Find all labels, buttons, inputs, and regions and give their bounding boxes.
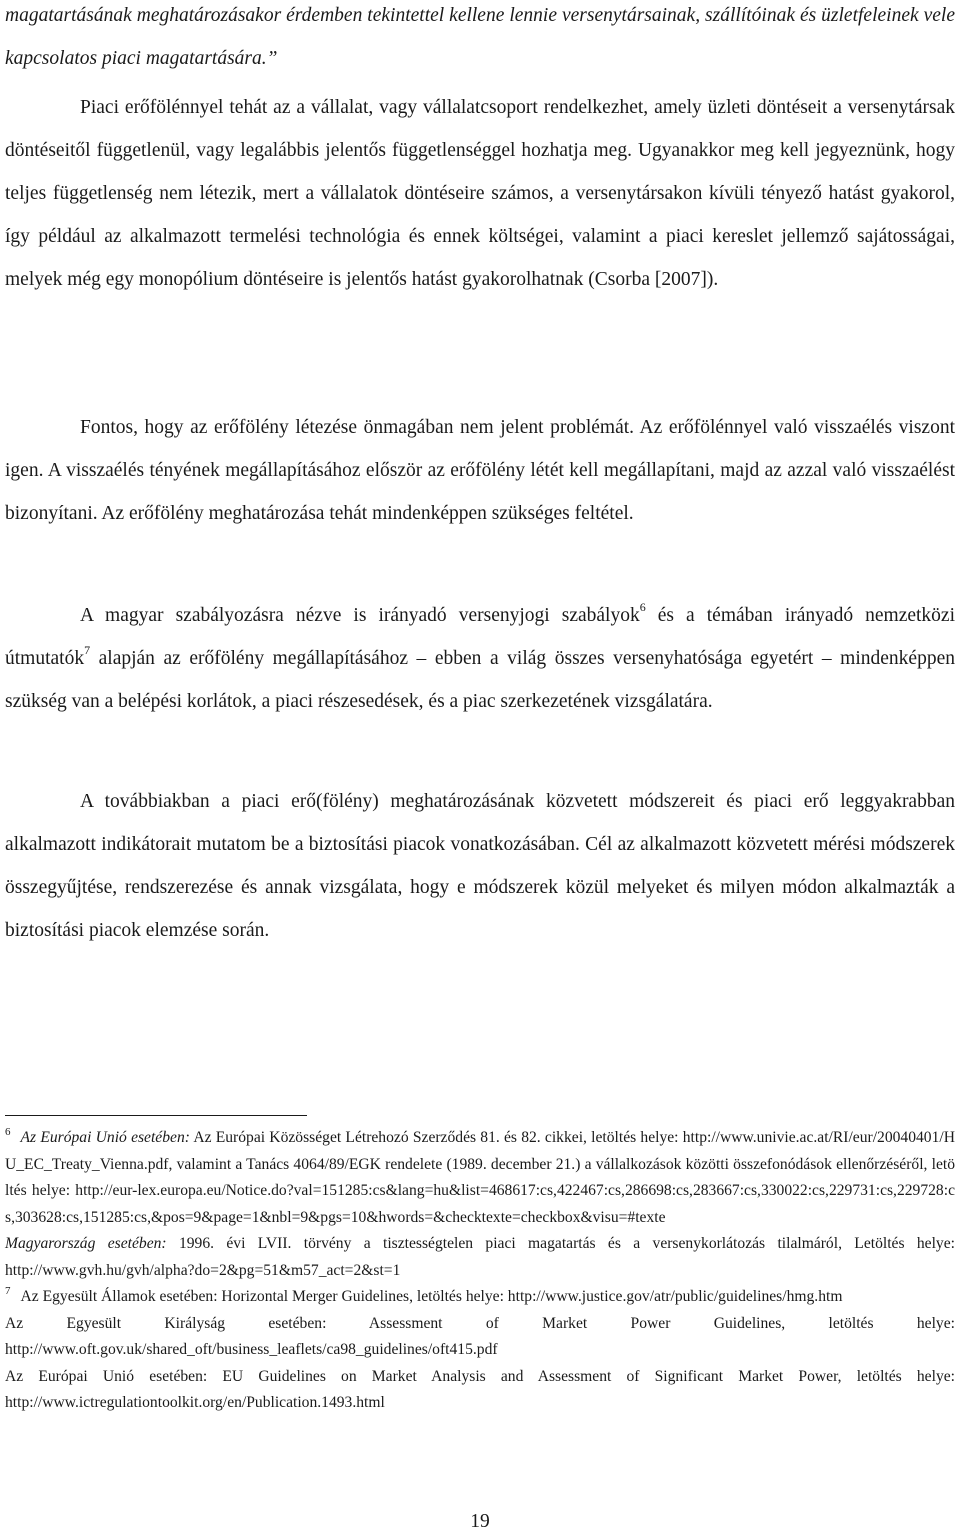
footnote-text: 1996. évi LVII. törvény a tisztességtelen piaci magatartás és a versenykorlátozás tilalmáról, Letöltés helye: http://www.gvh.hu/gvh/alpha?do=2&pg=51&m57_act=2&st=1 bbox=[5, 1235, 955, 1279]
footnote-number: 7 bbox=[5, 1285, 11, 1297]
paragraph-regulatory-rules bbox=[5, 594, 955, 723]
footnotes bbox=[5, 1125, 955, 1417]
footnote-7-eu bbox=[5, 1364, 955, 1417]
paragraph-abuse-of-dominance: Fontos, hogy az erőfölény létezése önmagában nem jelent problémát. Az erőfölénnyel való visszaélés viszont igen. A visszaélés tényének megállapításához először az erőfölény létét kell megállapítani, majd az azzal való visszaélést bizonyítani. Az erőfölény meghatározása tehát mindenképpen szükséges feltétel. bbox=[5, 417, 955, 524]
paragraph-text: alapján az erőfölény megállapításához – ebben a világ összes versenyhatósága egyetért – mindenképpen szükség van a belépési korlátok, a piaci részesedések, és a piac szerkezetének vizsgálatára. bbox=[5, 648, 955, 712]
footnote-6-hungary bbox=[5, 1231, 955, 1284]
paragraph-text: A magyar szabályozásra nézve is irányadó versenyjogi szabályok bbox=[80, 605, 640, 626]
footnote-text: Az Egyesült Királyság esetében: Assessment of Market Power Guidelines, letöltés helye: http://www.oft.gov.uk/shared_oft/business_leaflets/ca98_guidelines/oft415.pdf bbox=[5, 1314, 955, 1358]
footnote-ref-7[interactable]: 7 bbox=[84, 643, 91, 657]
footnote-text: Az Európai Közösséget Létrehozó Szerződés 81. és 82. cikkei, letöltés helye: http://www.univie.ac.at/RI/eur/20040401/HU_EC_Treaty_Vienna.pdf, valamint a Tanács 4064/89/EGK rendelete (1989. december 21.) a vállalkozások közötti összefonódások ellenőrzéséről, letöltés helye: http://eur-lex.europa.eu/Notice.do?val=151285:cs&lang=hu&list=468617:cs,422467:cs,286698:cs,283667:cs,330022:cs,229731:cs,229728:cs,303628:cs,151285:cs,&pos=9&page=1&nbl=9&pgs=10&hwords=&checktexte=checkbox&visu=#texte bbox=[5, 1129, 955, 1226]
page-number: 19 bbox=[470, 1511, 490, 1532]
footnote-text: Az Európai Unió esetében: EU Guidelines on Market Analysis and Assessment of Significant Market Power, letöltés helye: http://www.ictregulationtoolkit.org/en/Publication.1493.html bbox=[5, 1367, 955, 1411]
footnote-6 bbox=[5, 1125, 955, 1231]
paragraph-indirect-methods: A továbbiakban a piaci erő(fölény) meghatározásának közvetett módszereit és piaci erő leggyakrabban alkalmazott indikátorait mutatom be a biztosítási piacok vonatkozásában. Cél az alkalmazott közvetett mérési módszerek összegyűjtése, rendszerezése és annak vizsgálata, hogy e módszerek közül melyeket és milyen módon alkalmazták a biztosítási piacok elemzése során. bbox=[5, 791, 955, 941]
paragraph-market-power-definition: Piaci erőfölénnyel tehát az a vállalat, vagy vállalatcsoport rendelkezhet, amely üzleti döntéseit a versenytársak döntéseitől függetlenül, vagy legalábbis jelentős függetlenséggel hozhatja meg. Ugyanakkor meg kell jegyeznünk, hogy teljes függetlenség nem létezik, mert a vállalatok döntéseire számos, a versenytársakon kívüli tényező hatást gyakorol, így például az alkalmazott termelési technológia és ennek költségei, valamint a piaci kereslet jellemző sajátosságai, melyek még egy monopólium döntéseire is jelentős hatást gyakorolhatnak (Csorba [2007]). bbox=[5, 97, 955, 290]
footnote-text: Az Egyesült Államok esetében: Horizontal Merger Guidelines, letöltés helye: http://www.justice.gov/atr/public/guidelines/hmg.htm bbox=[20, 1288, 843, 1305]
footnote-ref-6[interactable]: 6 bbox=[639, 600, 646, 614]
footnote-separator bbox=[5, 1115, 307, 1116]
footnote-jurisdiction-label: Magyarország esetében: bbox=[5, 1235, 167, 1252]
footnote-jurisdiction-label: Az Európai Unió esetében: bbox=[20, 1129, 190, 1146]
paragraph-text: és a témában irányadó nemzetközi útmutatók bbox=[5, 605, 955, 669]
footnote-7-uk bbox=[5, 1311, 955, 1364]
footnote-7 bbox=[5, 1284, 955, 1311]
quote-continuation: magatartásának meghatározásakor érdemben tekintettel kellene lennie versenytársainak, szállítóinak és üzletfeleinek vele kapcsolatos piaci magatartására.” bbox=[5, 5, 955, 69]
footnote-number: 6 bbox=[5, 1126, 11, 1138]
